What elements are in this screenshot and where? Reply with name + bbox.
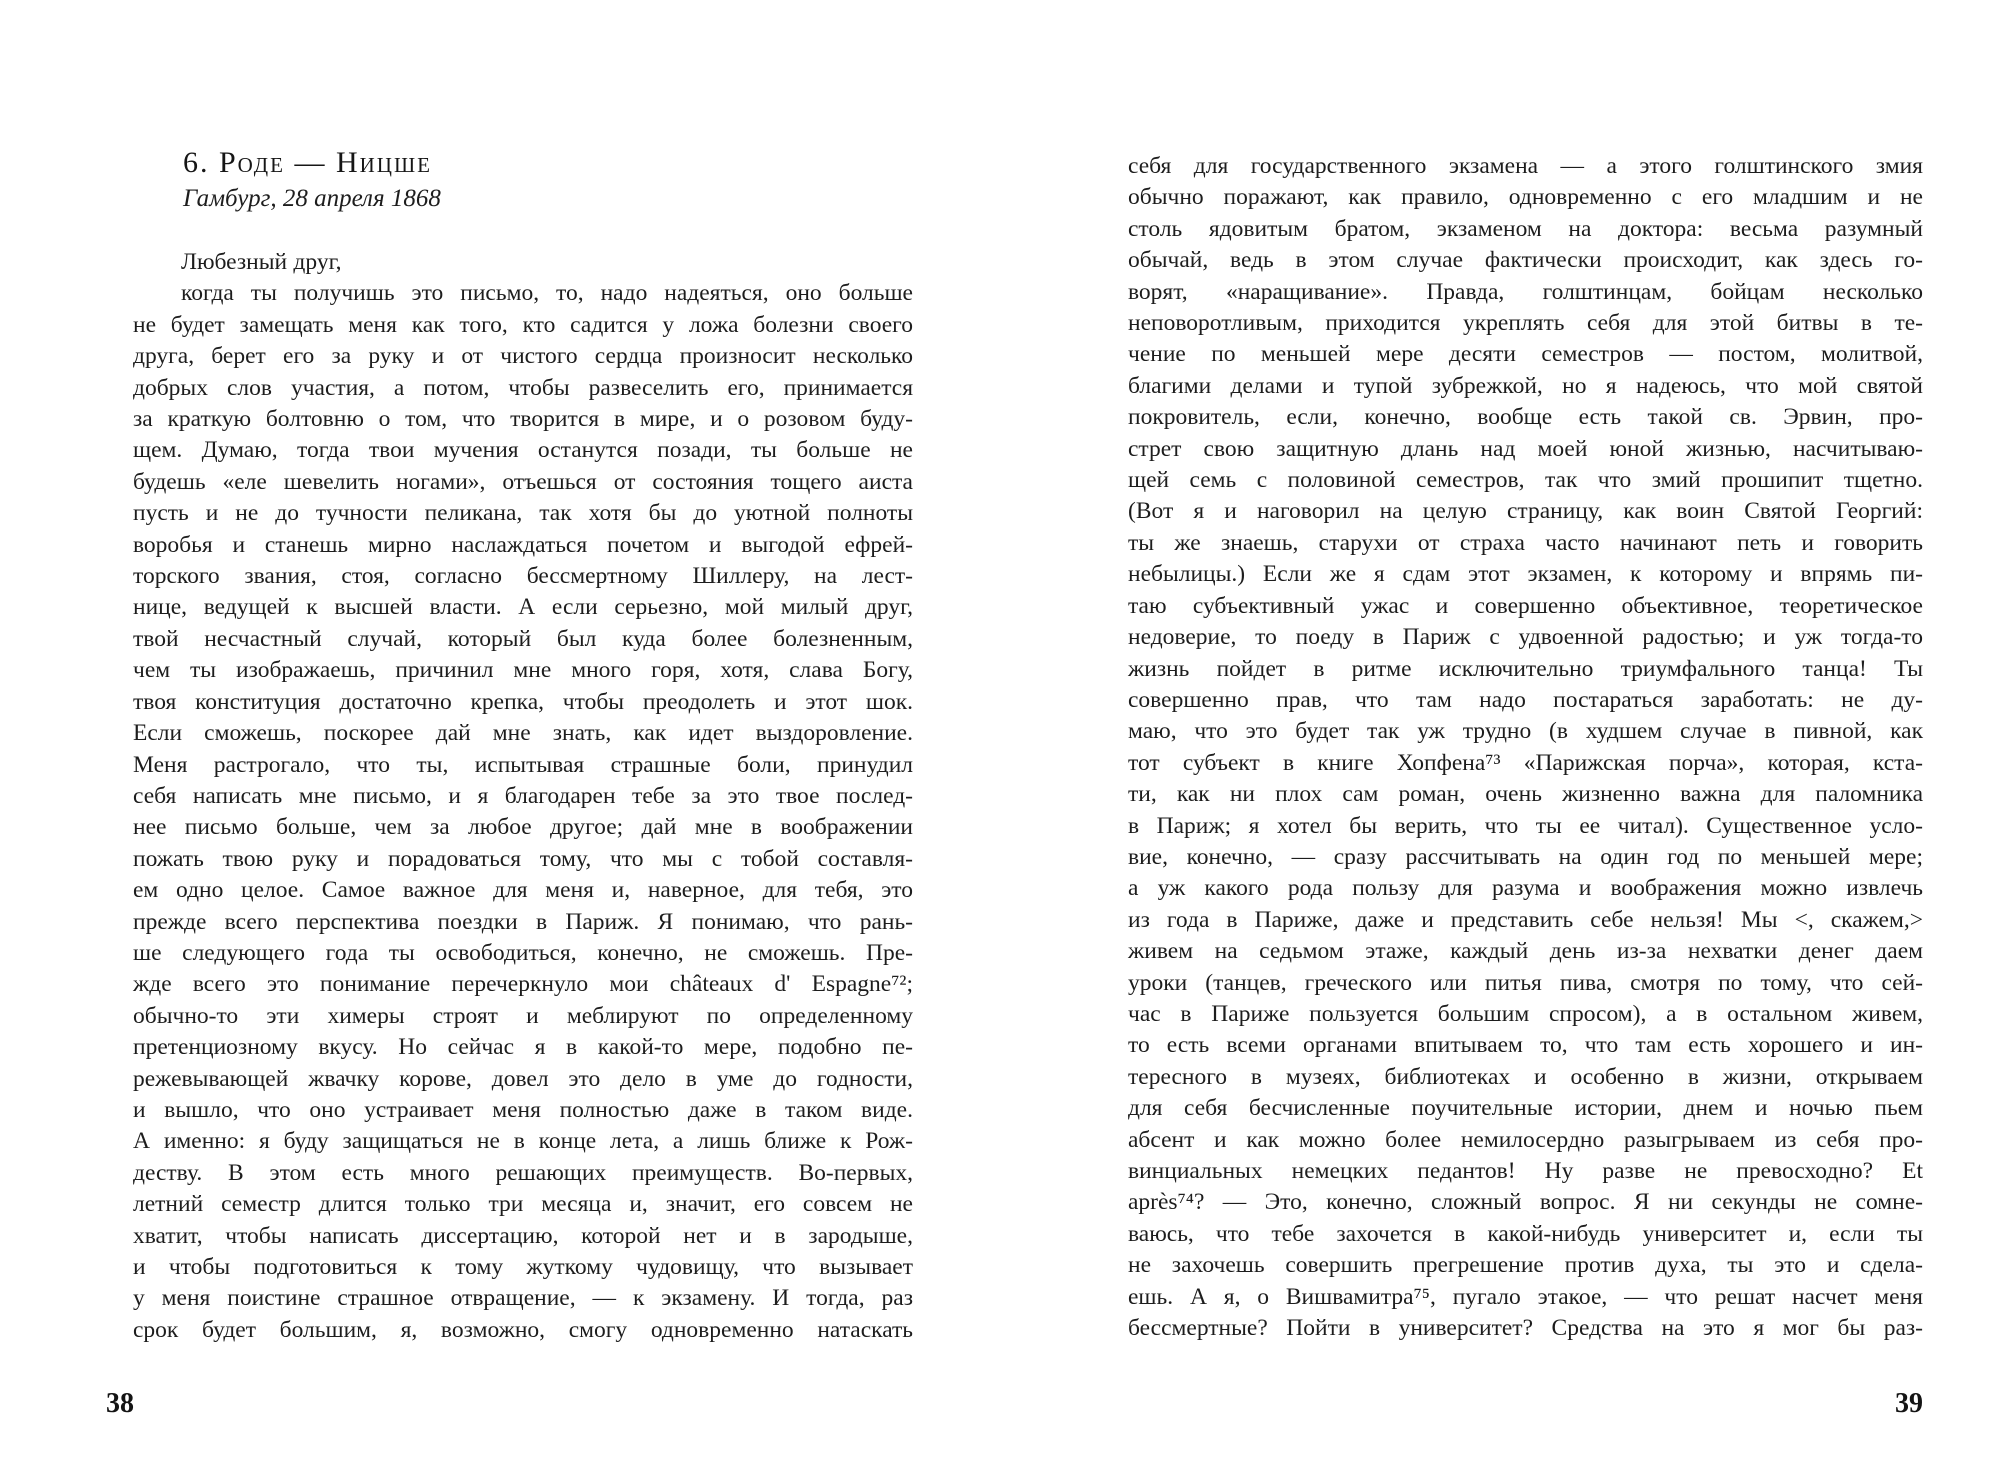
text-line: тересного в музеях, библиотеках и особенно в жизни, открываем <box>1128 1063 1923 1090</box>
text-line: у меня поистине страшное отвращение, — к экзамену. И тогда, раз <box>133 1285 913 1312</box>
text-line: (Вот я и наговорил на целую страницу, как воин Святой Георгий: <box>1128 498 1923 525</box>
text-line: Если сможешь, поскорее дай мне знать, как идет выздоровление. <box>133 720 913 747</box>
text-line: твоя конституция достаточно крепка, чтобы преодолеть и этот шок. <box>133 688 913 715</box>
text-line: летний семестр длится только три месяца и, значит, его совсем не <box>133 1191 913 1218</box>
letter-body-left <box>133 247 913 1346</box>
letter-date: Гамбург, 28 апреля 1868 <box>183 185 441 212</box>
text-line: прежде всего перспектива поездки в Париж. Я понимаю, что рань- <box>133 908 913 935</box>
page-number-left: 38 <box>106 1388 134 1419</box>
text-line: живем на седьмом этаже, каждый день из-за нехватки денег даем <box>1128 938 1923 965</box>
text-line: не захочешь совершить прегрешение против духа, ты это и сдела- <box>1128 1252 1923 1279</box>
text-line: après⁷⁴? — Это, конечно, сложный вопрос. Я ни секунды не сомне- <box>1128 1189 1923 1216</box>
text-line: ше следующего года ты освободиться, конечно, не сможешь. Пре- <box>133 939 913 966</box>
text-line: добрых слов участия, а потом, чтобы развеселить его, принимается <box>133 374 913 401</box>
text-line: друга, берет его за руку и от чистого сердца произносит несколько <box>133 343 913 370</box>
text-line: жде всего это понимание перечеркнуло мои châteaux d' Espagne⁷²; <box>133 971 913 998</box>
text-line: воробья и станешь мирно наслаждаться почетом и выгодой ефрей- <box>133 531 913 558</box>
text-line: для себя бесчисленные поучительные истории, днем и ночью пьем <box>1128 1095 1923 1122</box>
text-line: ваюсь, что тебе захочется в какой-нибудь университет и, если ты <box>1128 1220 1923 1247</box>
text-line: благими делами и тупой зубрежкой, но я надеюсь, что мой святой <box>1128 372 1923 399</box>
text-line: твой несчастный случай, который был куда более болезненным, <box>133 625 913 652</box>
text-line: чение по меньшей мере десяти семестров — постом, молитвой, <box>1128 341 1923 368</box>
text-line: абсент и как можно более немилосердно разыгрываем из себя про- <box>1128 1126 1923 1153</box>
text-line: А именно: я буду защищаться не в конце лета, а лишь ближе к Рож- <box>133 1128 913 1155</box>
text-line: ем одно целое. Самое важное для меня и, наверное, для тебя, это <box>133 877 913 904</box>
text-line: себя для государственного экзамена — а этого голштинского змия <box>1128 153 1923 179</box>
text-line: нее письмо больше, чем за любое другое; дай мне в воображении <box>133 814 913 841</box>
text-line: ты же знаешь, старухи от страха часто начинают петь и говорить <box>1128 529 1923 556</box>
text-line: обычай, ведь в этом случае фактически происходит, как здесь го- <box>1128 247 1923 274</box>
text-line: претенциозному вкусу. Но сейчас я в какой-то мере, подобно пе- <box>133 1034 913 1061</box>
text-line: хватит, чтобы написать диссертацию, которой нет и в зародыше, <box>133 1222 913 1249</box>
text-line: обычно-то эти химеры строят и меблируют по определенному <box>133 1002 913 1029</box>
text-line: срок будет большим, я, возможно, смогу одновременно натаскать <box>133 1316 913 1343</box>
text-line: стрет свою защитную длань над моей юной жизнью, насчитываю- <box>1128 435 1923 462</box>
text-line: винциальных немецких педантов! Ну разве не превосходно? Et <box>1128 1158 1923 1184</box>
text-line: за краткую болтовню о том, что творится в мире, и о розовом буду- <box>133 406 913 433</box>
text-line: себя написать мне письмо, и я благодарен тебе за это твое послед- <box>133 782 913 809</box>
text-line: из года в Париже, даже и представить себе нельзя! Мы <, скажем,> <box>1128 906 1923 933</box>
text-line: таю субъективный ужас и совершенно объективное, теоретическое <box>1128 592 1923 619</box>
text-line: совершенно прав, что там надо постараться заработать: не ду- <box>1128 686 1923 713</box>
text-line: вие, конечно, — сразу рассчитывать на один год по меньшей мере; <box>1128 843 1923 870</box>
text-line: недоверие, то поеду в Париж с удвоенной радостью; и уж тогда-то <box>1128 624 1923 651</box>
text-line: обычно поражают, как правило, одновременно с его младшим и не <box>1128 184 1923 211</box>
text-line: ворят, «наращивание». Правда, голштинцам, бойцам несколько <box>1128 278 1923 305</box>
letter-heading: 6. Роде — Ницше <box>183 146 432 179</box>
text-line: а уж какого рода пользу для разума и воображения можно извлечь <box>1128 875 1923 902</box>
text-line: торского звания, стоя, согласно бессмертному Шиллеру, на лест- <box>133 563 913 590</box>
text-line: бессмертные? Пойти в университет? Средства на это я мог бы раз- <box>1128 1315 1923 1342</box>
text-line: пожать твою руку и порадоваться тому, что мы с тобой составля- <box>133 845 913 872</box>
text-line: Меня растрогало, что ты, испытывая страшные боли, принудил <box>133 751 913 778</box>
text-line: маю, что это будет так уж трудно (в худшем случае в пивной, как <box>1128 718 1923 745</box>
text-line: и вышло, что оно устраивает меня полностью даже в таком виде. <box>133 1096 913 1123</box>
text-line: щей семь с половиной семестров, так что змий прошипит тщетно. <box>1128 467 1923 494</box>
text-line: деству. В этом есть много решающих преимуществ. Во-первых, <box>133 1159 913 1186</box>
text-line: то есть всеми органами впитываем то, что там есть хорошего и ин- <box>1128 1032 1923 1059</box>
text-line: чем ты изображаешь, причинил мне много горя, хотя, слава Богу, <box>133 657 913 684</box>
text-line: пусть и не до тучности пеликана, так хотя бы до уютной полноты <box>133 500 913 527</box>
salutation: Любезный друг, <box>181 249 342 275</box>
text-line: ешь. А я, о Вишвамитра⁷⁵, пугало этакое, — что решат насчет меня <box>1128 1283 1923 1310</box>
text-line: небылицы.) Если же я сдам этот экзамен, к которому и впрямь пи- <box>1128 561 1923 588</box>
text-line: щем. Думаю, тогда твои мучения останутся позади, ты больше не <box>133 437 913 464</box>
text-line: час в Париже пользуется большим спросом), а в остальном живем, <box>1128 1000 1923 1027</box>
text-line: и чтобы подготовиться к тому жуткому чудовищу, что вызывает <box>133 1254 913 1280</box>
letter-body-right <box>1128 151 1923 1344</box>
text-line: уроки (танцев, греческого или питья пива, смотря по тому, что сей- <box>1128 969 1923 996</box>
text-line: когда ты получишь это письмо, то, надо надеяться, оно больше <box>181 280 913 307</box>
text-line: не будет замещать меня как того, кто садится у ложа болезни своего <box>133 311 913 338</box>
text-line: покровитель, если, конечно, вообще есть такой св. Эрвин, про- <box>1128 404 1923 431</box>
text-line: режевывающей жвачку корове, довел это дело в уме до годности, <box>133 1065 913 1092</box>
text-line: будешь «еле шевелить ногами», отъешься от состояния тощего аиста <box>133 468 913 495</box>
text-line: ти, как ни плох сам роман, очень жизненно важна для паломника <box>1128 781 1923 808</box>
text-line: в Париж; я хотел бы верить, что ты ее читал). Существенное усло- <box>1128 812 1923 839</box>
text-line: нице, ведущей к высшей власти. А если серьезно, мой милый друг, <box>133 594 913 621</box>
page-number-right: 39 <box>1895 1388 1923 1419</box>
text-line: неповоротливым, приходится укреплять себя для этой битвы в те- <box>1128 310 1923 337</box>
text-line: тот субъект в книге Хопфена⁷³ «Парижская порча», которая, кста- <box>1128 749 1923 776</box>
text-line: жизнь пойдет в ритме исключительно триумфального танца! Ты <box>1128 655 1923 682</box>
text-line: столь ядовитым братом, экзаменом на доктора: весьма разумный <box>1128 215 1923 242</box>
